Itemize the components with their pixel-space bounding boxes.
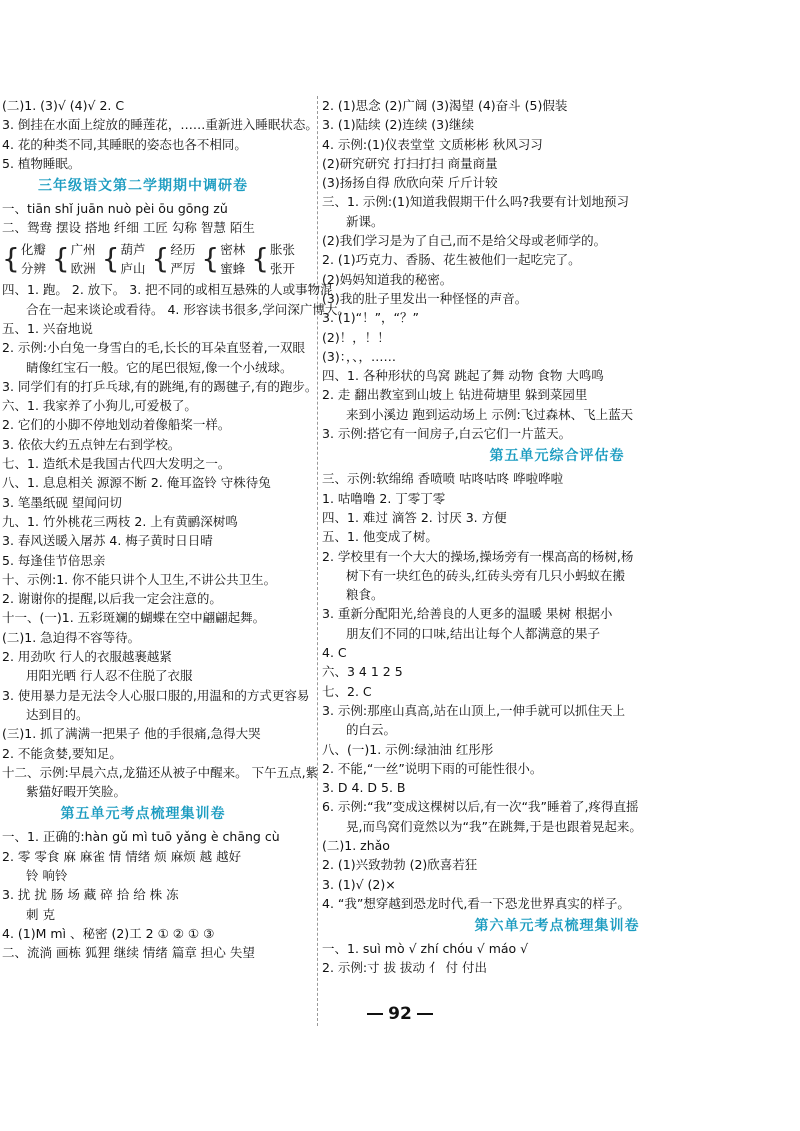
answer-line: 2. 学校里有一个大大的操场,操场旁有一棵高高的杨树,杨	[322, 548, 634, 564]
heading-unit5-eval: 第五单元综合评估卷	[489, 448, 625, 465]
page-number-text: 92	[388, 1004, 412, 1024]
left-bottom-block	[2, 827, 314, 962]
answer-line: 3. 重新分配阳光,给善良的人更多的温暖 果树 根据小	[322, 606, 613, 622]
answer-line: 5. 植物睡眠。	[2, 155, 81, 171]
answer-line: 紫猫好暇开笑脸。	[26, 784, 127, 800]
brace-group	[251, 240, 295, 279]
answer-line: 六、3 4 1 2 5	[322, 664, 403, 680]
answer-line: (二)1. (3)√ (4)√ 2. C	[2, 98, 125, 113]
answer-line: (三)1. 抓了满满一把果子 他的手很痛,急得大哭	[2, 726, 261, 742]
brace-word: 密林	[220, 241, 246, 257]
brace-icon: {	[101, 242, 120, 276]
brace-words	[220, 240, 245, 279]
heading-unit6-drill: 第六单元考点梳理集训卷	[474, 918, 640, 935]
answer-line: 2. 走 翻出教室到山坡上 钻进荷塘里 躲到菜园里	[322, 387, 588, 403]
answer-line: 2. 示例:寸 拔 拔动 亻 付 付出	[322, 960, 487, 976]
page-number-dash-left	[367, 1013, 383, 1015]
answer-line: 一、1. suì mò √ zhí chóu √ máo √	[322, 941, 529, 957]
answer-line: 3. 依依大约五点钟左右到学校。	[2, 436, 181, 452]
answer-line: 2. (1)兴致勃勃 (2)欣喜若狂	[322, 857, 478, 873]
brace-group	[2, 240, 46, 279]
answer-line: 十、示例:1. 你不能只讲个人卫生,不讲公共卫生。	[2, 571, 277, 587]
brace-word: 蜜蜂	[220, 261, 246, 277]
answer-line: 3. 使用暴力是无法令人心服口服的,用温和的方式更容易	[2, 687, 310, 703]
answer-line: 睛像红宝石一般。它的尾巴很短,像一个小绒球。	[26, 359, 293, 375]
answer-line: 3. 春风送暖入屠苏 4. 梅子黄时日日晴	[2, 533, 213, 549]
answer-line: 4. 示例:(1)仪表堂堂 文质彬彬 秋风习习	[322, 136, 543, 152]
answer-line: (3)：，、，……	[322, 348, 396, 364]
answer-line: 三、示例:软绵绵 香喷喷 咕咚咕咚 哗啦哗啦	[322, 471, 564, 487]
answer-line: 4. “我”想穿越到恐龙时代,看一下恐龙世界真实的样子。	[322, 895, 630, 911]
brace-word: 庐山	[120, 261, 146, 277]
brace-word: 欧洲	[70, 261, 96, 277]
answer-line: 三、1. 示例:(1)知道我假期干什么吗?我要有计划地预习	[322, 194, 629, 210]
answer-line: 3. D 4. D 5. B	[322, 780, 406, 796]
heading-midterm: 三年级语文第二学期期中调研卷	[38, 178, 248, 195]
right-column	[322, 96, 792, 978]
column-divider	[317, 96, 318, 1026]
answer-line: (2)妈妈知道我的秘密。	[322, 271, 453, 287]
brace-group	[152, 240, 196, 279]
answer-line: 3. 同学们有的打乒乓球,有的跳绳,有的踢毽子,有的跑步。	[2, 378, 318, 394]
answer-line: 新课。	[346, 213, 384, 229]
answer-line: 4. (1)M mì 、秘密 (2)工 2 ① ② ① ③	[2, 925, 215, 941]
brace-word: 经历	[170, 241, 196, 257]
answer-line: (二)1. zhǎo	[322, 837, 390, 853]
answer-line: 2. (1)巧克力、香肠、花生被他们一起吃完了。	[322, 252, 581, 268]
brace-words	[121, 240, 146, 279]
answer-line: 的白云。	[346, 722, 397, 738]
brace-word: 葫芦	[120, 241, 146, 257]
brace-group	[52, 240, 96, 279]
left-mid-block-1	[2, 199, 314, 238]
answer-line: 粮食。	[346, 587, 384, 603]
answer-line: 四、1. 跑。 2. 放下。 3. 把不同的或相互悬殊的人或事物混	[2, 282, 333, 298]
answer-line: (3)我的肚子里发出一种怪怪的声音。	[322, 290, 528, 306]
answer-line: 3. (1)√ (2)×	[322, 876, 396, 892]
brace-word: 广州	[70, 241, 96, 257]
answer-line: 2. 不能,“一丝”说明下雨的可能性很小。	[322, 760, 543, 776]
answer-line: (二)1. 急迫得不容等待。	[2, 629, 141, 645]
brace-word: 张开	[270, 261, 296, 277]
answer-line: 3. 扰 扰 肠 场 藏 碎 拾 给 株 冻	[2, 887, 179, 903]
answer-line: (2)！，！！	[322, 329, 390, 345]
answer-line: 1. 咕噜噜 2. 丁零丁零	[322, 490, 446, 506]
brace-icon: {	[201, 242, 220, 276]
brace-icon: {	[251, 242, 270, 276]
page-number-dash-right	[417, 1013, 433, 1015]
answer-line: 2. 它们的小脚不停地划动着像船桨一样。	[2, 417, 231, 433]
answer-line: 2. 谢谢你的提醒,以后我一定会注意的。	[2, 591, 222, 607]
brace-icon: {	[151, 242, 170, 276]
answer-line: 3. 笔墨纸砚 望闻问切	[2, 494, 122, 510]
heading-unit5-drill: 第五单元考点梳理集训卷	[60, 806, 226, 823]
brace-word-groups	[2, 240, 314, 279]
answer-line: 二、流淌 画栋 狐狸 继续 情绪 篇章 担心 失望	[2, 945, 255, 961]
answer-line: (3)扬扬自得 欣欣向荣 斤斤计较	[322, 175, 498, 191]
answer-line: 4. C	[322, 645, 347, 661]
right-bottom-block	[322, 939, 792, 978]
answer-line: 九、1. 竹外桃花三两枝 2. 上有黄鹂深树鸣	[2, 513, 238, 529]
answer-line: 十一、(一)1. 五彩斑斓的蝴蝶在空中翩翩起舞。	[2, 610, 266, 626]
answer-line: 3. 示例:搭它有一间房子,白云它们一片蓝天。	[322, 426, 572, 442]
answer-line: 2. 零 零食 麻 麻雀 情 情绪 烦 麻烦 越 越好	[2, 848, 242, 864]
brace-words	[21, 240, 46, 279]
answer-line: 3. 倒挂在水面上绽放的睡莲花，……重新进入睡眠状态。	[2, 117, 318, 133]
brace-word: 胀张	[270, 241, 296, 257]
answer-line: 四、1. 各种形状的鸟窝 跳起了舞 动物 食物 大鸣鸣	[322, 368, 604, 384]
brace-group	[201, 240, 245, 279]
answer-line: 3. 示例:那座山真高,站在山顶上,一伸手就可以抓住天上	[322, 702, 626, 718]
answer-line: 十二、示例:早晨六点,龙猫还从被子中醒来。 下午五点,紫	[2, 764, 319, 780]
answer-line: 铃 响铃	[26, 867, 68, 883]
right-top-block	[322, 96, 792, 443]
brace-word: 分辨	[20, 261, 46, 277]
answer-line: 来到小溪边 跑到运动场上 示例:飞过森林、飞上蓝天	[346, 406, 634, 422]
brace-words	[170, 240, 195, 279]
answer-line: 八、(一)1. 示例:绿油油 红彤彤	[322, 741, 494, 757]
answer-line: 七、1. 造纸术是我国古代四大发明之一。	[2, 456, 231, 472]
answer-line: 2. 示例:小白兔一身雪白的毛,长长的耳朵直竖着,一双眼	[2, 340, 306, 356]
answer-line: (2)研究研究 打扫打扫 商量商量	[322, 155, 498, 171]
answer-line: 晃,而鸟窝们竟然以为“我”在跳舞,于是也跟着晃起来。	[346, 818, 642, 834]
answer-line: 一、tiān shǐ juān nuò pèi ōu gōng zǔ	[2, 201, 228, 217]
brace-group	[102, 240, 146, 279]
right-mid-block	[322, 469, 792, 913]
answer-line: 五、1. 兴奋地说	[2, 320, 93, 336]
answer-line: (2)我们学习是为了自己,而不是给父母或老师学的。	[322, 233, 607, 249]
answer-line: 2. 用劲吹 行人的衣服越裹越紧	[2, 649, 172, 665]
brace-words	[270, 240, 295, 279]
brace-icon: {	[2, 242, 20, 276]
answer-line: 2. (1)思念 (2)广阔 (3)渴望 (4)奋斗 (5)假装	[322, 98, 568, 113]
answer-line: 刺 克	[26, 906, 55, 922]
answer-line: 合在一起来谈论或看待。 4. 形容读书很多,学问深广博大。	[26, 301, 350, 317]
brace-word: 严厉	[170, 261, 196, 277]
answer-line: 八、1. 息息相关 源源不断 2. 俺耳盗铃 守株待兔	[2, 475, 271, 491]
answer-line: 树下有一块红色的砖头,红砖头旁有几只小蚂蚁在搬	[346, 567, 625, 583]
answer-line: 五、1. 他变成了树。	[322, 529, 438, 545]
answer-line: 2. 不能贪婪,要知足。	[2, 745, 122, 761]
answer-line: 朋友们不同的口味,结出让每个人都满意的果子	[346, 625, 600, 641]
answer-line: 六、1. 我家养了小狗儿,可爱极了。	[2, 398, 197, 414]
answer-line: 5. 每逢佳节倍思亲	[2, 552, 106, 568]
answer-line: 3. (1)陆续 (2)连续 (3)继续	[322, 117, 474, 133]
answer-line: 四、1. 难过 滴答 2. 讨厌 3. 方便	[322, 509, 507, 525]
page-number	[0, 1004, 800, 1024]
brace-words	[71, 240, 96, 279]
answer-line: 用阳光晒 行人忍不住脱了衣服	[26, 668, 193, 684]
left-top-block	[2, 96, 318, 173]
answer-line: 二、鸳鸯 摆设 搭地 纤细 工匠 勾称 智慧 陌生	[2, 220, 255, 236]
answer-line: 4. 花的种类不同,其睡眠的姿态也各不相同。	[2, 136, 247, 152]
answer-line: 6. 示例:“我”变成这棵树以后,有一次“我”睡着了,疼得直摇	[322, 799, 639, 815]
brace-icon: {	[51, 242, 70, 276]
answer-line: 3. (1)“！”，“？”	[322, 310, 420, 326]
answer-line: 达到目的。	[26, 706, 89, 722]
answer-line: 七、2. C	[322, 683, 372, 699]
brace-word: 化瓣	[20, 241, 46, 257]
answer-line: 一、1. 正确的:hàn gǔ mì tuō yǎng è chāng cù	[2, 829, 280, 845]
